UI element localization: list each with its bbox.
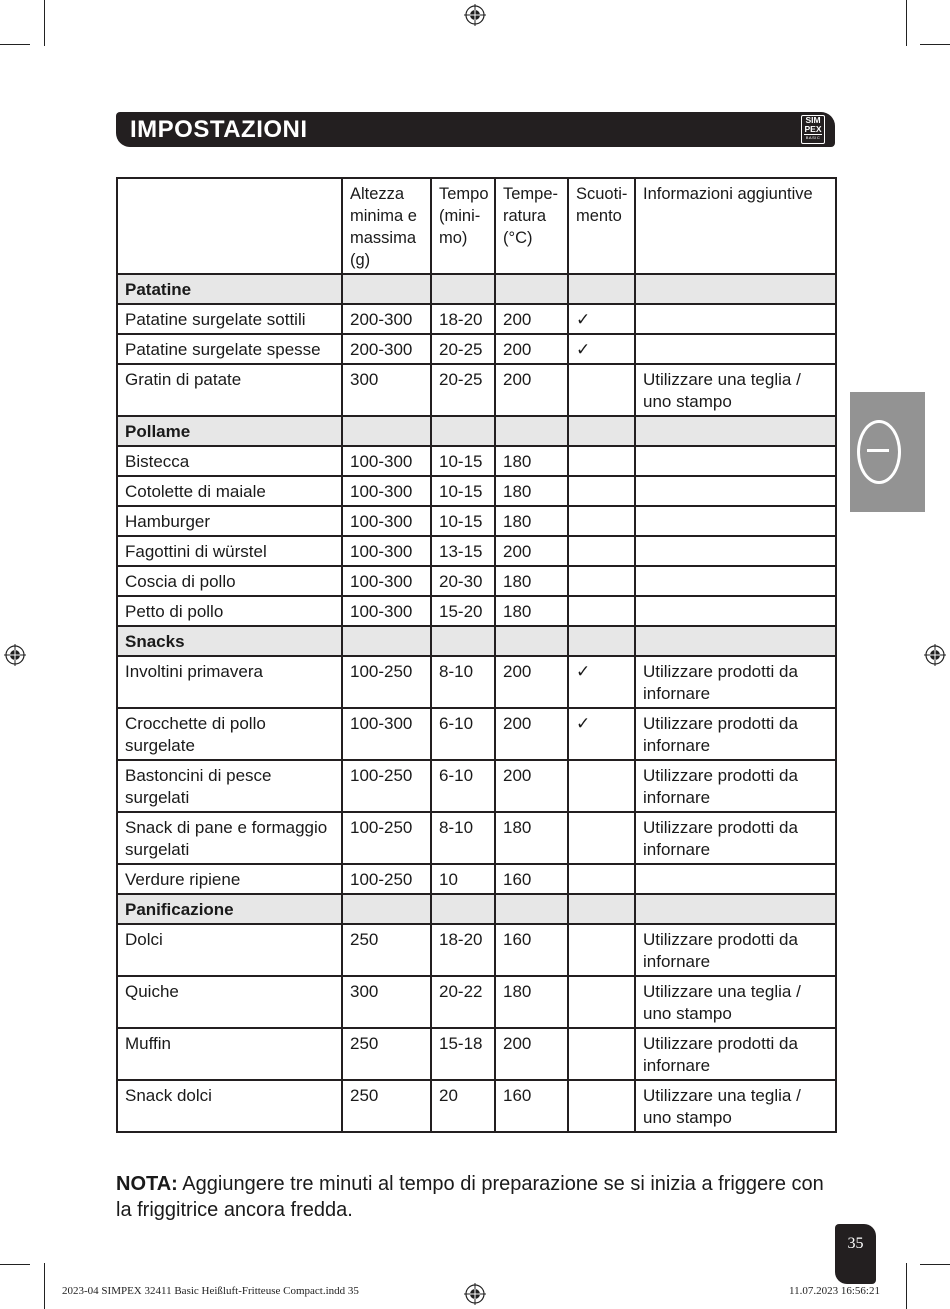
cell-temperature: 180 — [495, 476, 568, 506]
table-row — [117, 506, 836, 536]
crop-mark — [0, 1264, 30, 1265]
cell-info: Utilizzare una teglia / uno stampo — [635, 1080, 836, 1132]
category-label: Snacks — [117, 626, 342, 656]
category-cell — [431, 274, 495, 304]
cell-weight: 200-300 — [342, 334, 431, 364]
print-footer-filename: 2023-04 SIMPEX 32411 Basic Heißluft-Fritteuse Compact.indd 35 — [62, 1285, 359, 1297]
cell-info — [635, 566, 836, 596]
cell-shake — [568, 566, 635, 596]
category-cell — [495, 626, 568, 656]
cell-shake — [568, 976, 635, 1028]
table-row — [117, 596, 836, 626]
cell-food: Patatine surgelate spesse — [117, 334, 342, 364]
cell-time: 10-15 — [431, 446, 495, 476]
table-body — [117, 274, 836, 1132]
cell-weight: 100-300 — [342, 708, 431, 760]
cell-shake: ✓ — [568, 656, 635, 708]
cell-weight: 200-300 — [342, 304, 431, 334]
column-header-info: Informazioni aggiuntive — [635, 178, 836, 274]
crop-mark — [920, 44, 950, 45]
cell-info: Utilizzare prodotti da infornare — [635, 924, 836, 976]
cell-temperature: 200 — [495, 536, 568, 566]
table-header-row — [117, 178, 836, 274]
cell-temperature: 160 — [495, 1080, 568, 1132]
note-paragraph — [116, 1171, 840, 1223]
table-row — [117, 1028, 836, 1080]
cell-food: Involtini primavera — [117, 656, 342, 708]
cell-weight: 100-300 — [342, 446, 431, 476]
cell-weight: 300 — [342, 364, 431, 416]
registration-mark-icon — [4, 644, 26, 666]
cell-weight: 100-300 — [342, 596, 431, 626]
cell-food: Crocchette di pollo surgelate — [117, 708, 342, 760]
cell-time: 18-20 — [431, 924, 495, 976]
cell-food: Patatine surgelate sottili — [117, 304, 342, 334]
category-cell — [635, 416, 836, 446]
cell-weight: 300 — [342, 976, 431, 1028]
cell-temperature: 180 — [495, 566, 568, 596]
cell-temperature: 160 — [495, 924, 568, 976]
cell-info: Utilizzare prodotti da infornare — [635, 760, 836, 812]
category-cell — [342, 416, 431, 446]
cell-food: Cotolette di maiale — [117, 476, 342, 506]
cell-time: 10-15 — [431, 476, 495, 506]
cell-temperature: 180 — [495, 506, 568, 536]
cell-temperature: 200 — [495, 760, 568, 812]
category-cell — [568, 416, 635, 446]
cell-food: Fagottini di würstel — [117, 536, 342, 566]
cell-food: Quiche — [117, 976, 342, 1028]
category-cell — [431, 626, 495, 656]
cell-food: Hamburger — [117, 506, 342, 536]
cell-time: 20-22 — [431, 976, 495, 1028]
table-row — [117, 566, 836, 596]
registration-mark-icon — [464, 1283, 486, 1305]
cell-food: Bistecca — [117, 446, 342, 476]
cell-info: Utilizzare una teglia / uno stampo — [635, 976, 836, 1028]
cell-shake — [568, 364, 635, 416]
category-cell — [495, 274, 568, 304]
cell-food: Muffin — [117, 1028, 342, 1080]
cell-time: 18-20 — [431, 304, 495, 334]
cell-time: 13-15 — [431, 536, 495, 566]
cell-shake — [568, 446, 635, 476]
cell-weight: 250 — [342, 1028, 431, 1080]
crop-mark — [920, 1264, 950, 1265]
page-title: IMPOSTAZIONI — [130, 116, 308, 143]
category-label: Patatine — [117, 274, 342, 304]
cell-info — [635, 536, 836, 566]
category-cell — [342, 894, 431, 924]
table-row — [117, 536, 836, 566]
category-row — [117, 626, 836, 656]
category-row — [117, 894, 836, 924]
cell-time: 15-20 — [431, 596, 495, 626]
category-cell — [495, 416, 568, 446]
table-row — [117, 304, 836, 334]
column-header-food — [117, 178, 342, 274]
cell-temperature: 200 — [495, 334, 568, 364]
cell-time: 20 — [431, 1080, 495, 1132]
note-label: NOTA: — [116, 1173, 178, 1195]
minus-in-circle-icon — [857, 420, 901, 484]
cell-info — [635, 304, 836, 334]
cell-temperature: 180 — [495, 812, 568, 864]
table-row — [117, 446, 836, 476]
cell-time: 8-10 — [431, 656, 495, 708]
cell-info: Utilizzare prodotti da infornare — [635, 812, 836, 864]
cell-food: Coscia di pollo — [117, 566, 342, 596]
table-row — [117, 476, 836, 506]
table-row — [117, 976, 836, 1028]
cell-temperature: 180 — [495, 596, 568, 626]
cell-time: 6-10 — [431, 708, 495, 760]
cell-temperature: 200 — [495, 1028, 568, 1080]
cell-temperature: 200 — [495, 304, 568, 334]
cell-time: 8-10 — [431, 812, 495, 864]
category-label: Pollame — [117, 416, 342, 446]
category-cell — [635, 894, 836, 924]
minus-icon — [867, 449, 889, 452]
table-row — [117, 760, 836, 812]
cell-time: 20-25 — [431, 364, 495, 416]
print-footer-timestamp: 11.07.2023 16:56:21 — [789, 1285, 880, 1297]
cell-time: 20-30 — [431, 566, 495, 596]
cell-shake — [568, 596, 635, 626]
cell-weight: 100-250 — [342, 656, 431, 708]
crop-mark — [44, 1263, 45, 1309]
category-cell — [568, 626, 635, 656]
cell-food: Verdure ripiene — [117, 864, 342, 894]
category-label: Panificazione — [117, 894, 342, 924]
cell-temperature: 180 — [495, 976, 568, 1028]
cell-shake: ✓ — [568, 304, 635, 334]
category-cell — [431, 894, 495, 924]
table-row — [117, 864, 836, 894]
cell-food: Snack dolci — [117, 1080, 342, 1132]
crop-mark — [906, 1263, 907, 1309]
table-row — [117, 334, 836, 364]
category-row — [117, 274, 836, 304]
cell-shake: ✓ — [568, 708, 635, 760]
crop-mark — [906, 0, 907, 46]
page-number: 35 — [835, 1224, 876, 1284]
cell-time: 15-18 — [431, 1028, 495, 1080]
note-text: Aggiungere tre minuti al tempo di preparazione se si inizia a friggere con la friggitrice ancora fredda. — [116, 1173, 824, 1221]
cell-weight: 100-300 — [342, 476, 431, 506]
cell-shake — [568, 924, 635, 976]
cell-temperature: 200 — [495, 656, 568, 708]
cell-shake — [568, 864, 635, 894]
table-row — [117, 708, 836, 760]
table-row — [117, 364, 836, 416]
cell-food: Gratin di patate — [117, 364, 342, 416]
category-cell — [342, 626, 431, 656]
cell-info: Utilizzare prodotti da infornare — [635, 708, 836, 760]
cell-temperature: 160 — [495, 864, 568, 894]
cell-food: Snack di pane e formaggio surgelati — [117, 812, 342, 864]
cell-shake — [568, 506, 635, 536]
category-cell — [342, 274, 431, 304]
cell-food: Dolci — [117, 924, 342, 976]
cell-info — [635, 334, 836, 364]
cell-weight: 100-250 — [342, 812, 431, 864]
cell-info — [635, 446, 836, 476]
language-side-tab — [850, 392, 925, 512]
column-header-temperature: Tempe-ratura (°C) — [495, 178, 568, 274]
cell-info: Utilizzare prodotti da infornare — [635, 656, 836, 708]
cell-shake — [568, 1080, 635, 1132]
cell-weight: 250 — [342, 1080, 431, 1132]
category-row — [117, 416, 836, 446]
cell-weight: 100-300 — [342, 566, 431, 596]
cell-info — [635, 476, 836, 506]
crop-mark — [44, 0, 45, 46]
cell-shake — [568, 536, 635, 566]
cell-shake — [568, 812, 635, 864]
section-header — [116, 112, 835, 147]
cell-time: 10 — [431, 864, 495, 894]
table-row — [117, 924, 836, 976]
cell-info — [635, 864, 836, 894]
crop-mark — [0, 44, 30, 45]
cell-shake — [568, 476, 635, 506]
table-row — [117, 1080, 836, 1132]
cell-shake: ✓ — [568, 334, 635, 364]
cell-shake — [568, 1028, 635, 1080]
cell-weight: 100-300 — [342, 536, 431, 566]
cell-food: Bastoncini di pesce surgelati — [117, 760, 342, 812]
cell-info — [635, 596, 836, 626]
table-row — [117, 812, 836, 864]
cell-info: Utilizzare prodotti da infornare — [635, 1028, 836, 1080]
category-cell — [568, 274, 635, 304]
cell-food: Petto di pollo — [117, 596, 342, 626]
cell-temperature: 200 — [495, 708, 568, 760]
registration-mark-icon — [464, 4, 486, 26]
cell-weight: 100-250 — [342, 864, 431, 894]
cell-info: Utilizzare una teglia / uno stampo — [635, 364, 836, 416]
cell-shake — [568, 760, 635, 812]
cell-temperature: 180 — [495, 446, 568, 476]
cell-weight: 250 — [342, 924, 431, 976]
category-cell — [635, 626, 836, 656]
settings-table — [116, 177, 837, 1133]
cell-time: 10-15 — [431, 506, 495, 536]
column-header-time: Tempo (mini-mo) — [431, 178, 495, 274]
category-cell — [568, 894, 635, 924]
cell-info — [635, 506, 836, 536]
column-header-shake: Scuoti-mento — [568, 178, 635, 274]
column-header-weight: Altezza minima e massima (g) — [342, 178, 431, 274]
category-cell — [635, 274, 836, 304]
simpex-logo: SIM PEX BASIC — [801, 115, 825, 144]
cell-temperature: 200 — [495, 364, 568, 416]
cell-weight: 100-300 — [342, 506, 431, 536]
cell-time: 6-10 — [431, 760, 495, 812]
cell-time: 20-25 — [431, 334, 495, 364]
registration-mark-icon — [924, 644, 946, 666]
category-cell — [495, 894, 568, 924]
category-cell — [431, 416, 495, 446]
cell-weight: 100-250 — [342, 760, 431, 812]
table-row — [117, 656, 836, 708]
